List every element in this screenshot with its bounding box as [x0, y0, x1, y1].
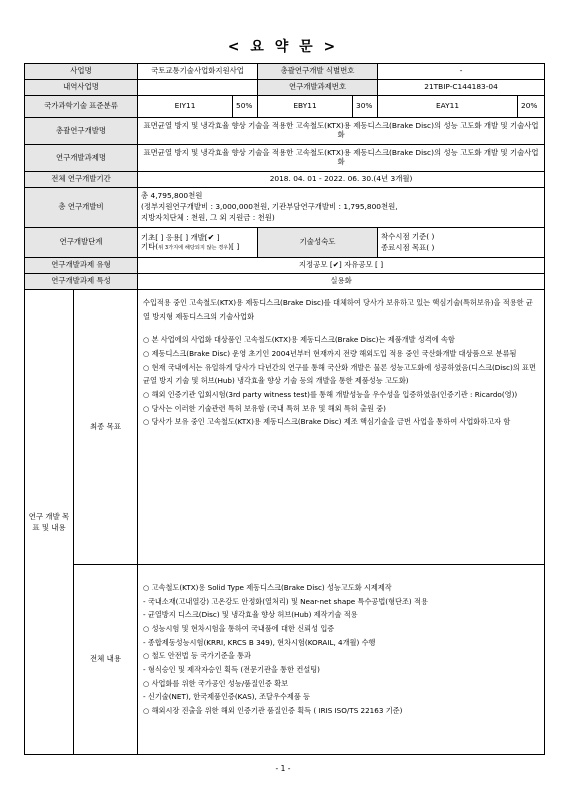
page-title: < 요 약 문 > — [227, 39, 339, 55]
value-project-no: 21TBIP-C144183-04 — [378, 80, 545, 96]
row-stage — [25, 228, 545, 258]
check-icon: ✔ — [207, 233, 215, 243]
list-item: ○ 해외 인증기관 입회시험(3rd party witness test)를 통해 개발성능을 우수성을 입증하였음(인증기관 : Ricardo(영)) — [143, 390, 518, 400]
value-business-name: 국토교통기술사업화지원사업 — [138, 64, 258, 80]
value-maturity — [378, 228, 545, 258]
label-business-name: 사업명 — [25, 64, 138, 80]
budget-line-1: 총 4,795,800천원 — [141, 191, 203, 201]
label-feature: 연구개발과제 특성 — [25, 274, 138, 290]
value-sub-business — [138, 80, 258, 96]
class-pct-3: 20% — [518, 96, 545, 118]
label-total-project: 총괄연구개발명 — [25, 118, 138, 145]
row-type — [25, 258, 545, 274]
row-project-name — [25, 145, 545, 172]
list-item: - 신기술(NET), 한국제품인증(KAS), 조달우수제품 등 — [143, 692, 310, 702]
label-final-goal: 최종 목표 — [74, 290, 138, 565]
list-item: ○ 사업화를 위한 국가공인 성능/품질인증 확보 — [143, 678, 289, 688]
value-research-id: - — [378, 64, 545, 80]
value-period: 2018. 04. 01 - 2022. 06. 30.(4년 3개월) — [138, 172, 545, 188]
list-item: ○ 철도 안전법 등 국가기준을 통과 — [143, 651, 251, 661]
stage-other-note: 위 3가지에 해당되지 않는 경우 — [158, 244, 229, 251]
maturity-end: 종료시점 목표( ) — [381, 242, 435, 252]
budget-line-2: (정부지원연구개발비 : 3,000,000천원, 기관부담연구개발비 : 1,795,800천원, — [141, 202, 398, 212]
list-item: ○ 성능시험 및 현차시험을 통하여 국내품에 대한 신뢰성 입증 — [143, 624, 335, 634]
summary-table — [24, 63, 545, 755]
maturity-start: 착수시점 기준( ) — [381, 231, 435, 241]
value-stage — [138, 228, 258, 258]
label-type: 연구개발과제 유형 — [25, 258, 138, 274]
value-total-project: 표면균열 방지 및 냉각효율 향상 기술을 적용한 고속철도(KTX)용 제동디스크(Brake Disc)의 성능 고도화 개발 및 기술사업화 — [138, 118, 545, 145]
label-project-no: 연구개발과제번호 — [258, 80, 378, 96]
row-total-project — [25, 118, 545, 145]
stage-other: 기타( — [141, 241, 159, 251]
row-overall — [25, 565, 545, 755]
row-final-goal — [25, 290, 545, 565]
final-goal-list — [143, 333, 539, 429]
label-research-id: 총괄연구개발 식별번호 — [258, 64, 378, 80]
label-sub-business: 내역사업명 — [25, 80, 138, 96]
label-content-side: 연구 개발 목표 및 내용 — [25, 290, 74, 755]
value-feature: 실용화 — [138, 274, 545, 290]
list-item: ○ 고속철도(KTX)용 Solid Type 제동디스크(Brake Disc) 성능고도화 시제제작 — [143, 583, 392, 592]
class-pct-2: 30% — [353, 96, 378, 118]
list-item: - 균열방지 디스크(Disc) 및 냉각효율 향상 허브(Hub) 제작기술 적용 — [143, 610, 358, 620]
label-period: 전체 연구개발기간 — [25, 172, 138, 188]
class-code-1: EIY11 — [138, 96, 233, 118]
page-number: - 1 - — [275, 764, 291, 773]
list-item: - 종합제동성능시험(KRRI, KRCS B 349), 현차시험(KORAIL, 4개월) 수행 — [143, 637, 376, 647]
class-code-3: EAY11 — [378, 96, 518, 118]
value-type: 지정공모 [✔] 자유공모 [ ] — [138, 258, 545, 274]
class-pct-1: 50% — [233, 96, 258, 118]
label-budget: 총 연구개발비 — [25, 188, 138, 228]
stage-option-close: ] — [214, 233, 220, 243]
list-item: ○ 제동디스크(Brake Disc) 운영 초기인 2004년부터 현재까지 전량 해외도입 적용 중인 국산화개발 대상품으로 분류됨 — [143, 349, 517, 359]
label-stage: 연구개발단계 — [25, 228, 138, 258]
list-item: - 형식승인 및 제작자승인 획득 (전문기관을 통한 컨설팅) — [143, 665, 320, 675]
row-classification — [25, 96, 545, 118]
value-project-name: 표면균열 방지 및 냉각효율 향상 기술을 적용한 고속철도(KTX)용 제동디스크(Brake Disc)의 성능 고도화 개발 및 기술사업화 — [138, 145, 545, 172]
stage-line-2 — [141, 243, 254, 252]
row-budget — [25, 188, 545, 228]
stage-options: 기초[ ] 응용[ ] 개발[ — [141, 233, 208, 243]
value-budget — [138, 188, 545, 228]
row-sub-business — [25, 80, 545, 96]
budget-line-3: 지방자치단체 : 천원, 그 외 지원금 : 천원) — [141, 212, 275, 222]
list-item: - 국내소재(고내열강) 고온강도 안정화(열처리) 및 Near-net shape 특수공법(형단조) 적용 — [143, 596, 428, 606]
list-item: ○ 당사는 이러한 기술관련 특허 보유함 (국내 특허 보유 및 해외 특허 출원 중) — [143, 403, 386, 413]
overall-list — [143, 581, 539, 718]
row-feature — [25, 274, 545, 290]
label-classification: 국가과학기술 표준분류 — [25, 96, 138, 118]
label-project-name: 연구개발과제명 — [25, 145, 138, 172]
list-item: ○ 본 사업에의 사업화 대상품인 고속철도(KTX)용 제동디스크(Brake Disc)는 제품개발 성격에 속함 — [143, 335, 455, 345]
row-period — [25, 172, 545, 188]
class-code-2: EBY11 — [258, 96, 353, 118]
list-item: ○ 당사가 보유 중인 고속철도(KTX)용 제동디스크(Brake Disc) 제조 핵심기술을 금번 사업을 통하여 사업화하고자 함 — [143, 417, 511, 427]
list-item: ○ 해외시장 진출을 위한 해외 인증기관 품질인증 획득 ( IRIS ISO/TS 22163 기준) — [143, 706, 403, 716]
final-goal-body — [138, 290, 545, 565]
list-item: ○ 현재 국내에서는 유일하게 당사가 다년간의 연구를 통해 국산화 개발은 물론 성능고도화에 성공하였음(디스크(Disc)의 표면균열 방지 기술 및 허브(Hub) 냉각효율 향상 기술 등의 개발을 통한 제품성능 고도화) — [143, 362, 536, 386]
label-maturity: 기술성숙도 — [258, 228, 378, 258]
row-business-name — [25, 64, 545, 80]
label-overall: 전체 내용 — [74, 565, 138, 755]
final-goal-intro: 수입적용 중인 고속철도(KTX)용 제동디스크(Brake Disc)를 대체하여 당사가 보유하고 있는 핵심기술(특허보유)을 적용한 균열 방지형 제동디스크의 기술사업화 — [143, 298, 533, 321]
stage-other-close: )[ ] — [228, 241, 240, 251]
overall-body — [138, 565, 545, 755]
